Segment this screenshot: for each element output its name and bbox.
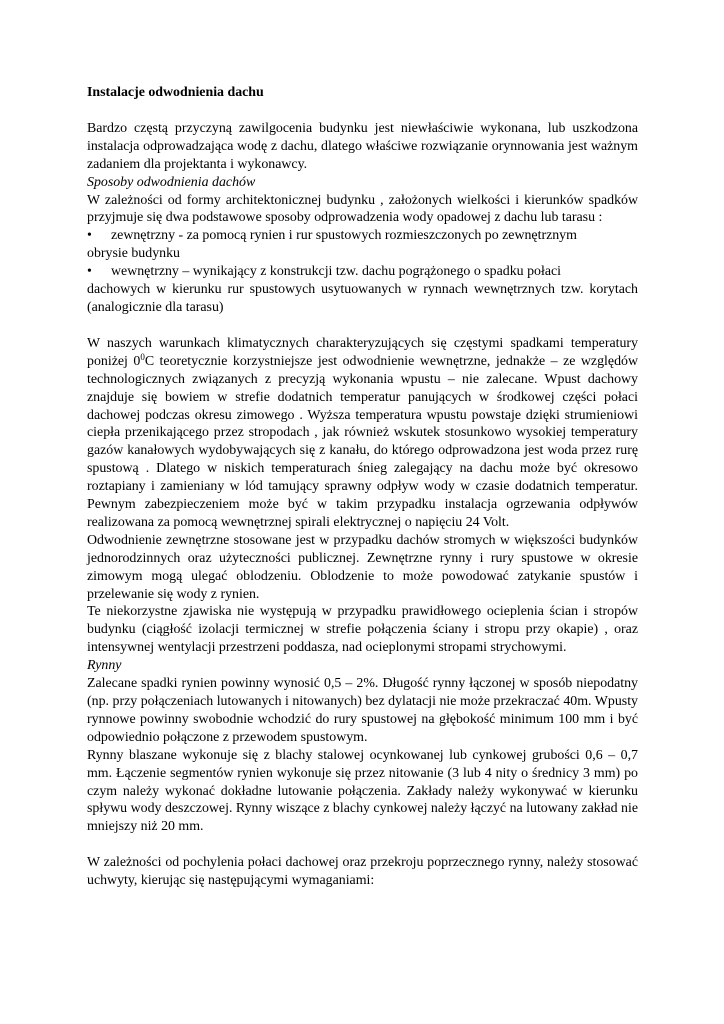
spadki-paragraph: Zalecane spadki rynien powinny wynosić 0,5 – 2%. Długość rynny łączonej w sposób niepodatny (np. przy połączeniach lutowanych i nitowanych) bez dylatacji nie może przekraczać 40m. Wpusty rynnowe powinny swobodnie wchodzić do rury spustowej na głębokość minimum 100 mm i być odpowiednio połączone z przewodem spustowym. (87, 676, 638, 745)
bullet-continuation: obrysie budynku (87, 246, 180, 262)
document-title: Instalacje odwodnienia dachu (87, 85, 264, 100)
document-body (87, 84, 638, 890)
klimat-text-a: W naszych warunkach klimatycznych charakteryzujących się częstymi spadkami temperatury poniżej 0 (87, 335, 638, 369)
klimat-paragraph (87, 335, 638, 532)
pochylenie-paragraph: W zależności od pochylenia połaci dachowej oraz przekroju poprzecznego rynny, należy stosować uchwyty, kierując się następującymi wymaganiami: (87, 855, 638, 889)
spacer (87, 836, 638, 854)
klimat-text-b: C teoretycznie korzystniejsze jest odwodnienie wewnętrzne, jednakże – ze względów technologicznych związanych z precyzją wykonania wpustu – nie zalecane. Wpust dachowy znajduje się bowiem w strefie dodatnich temperatur panujących w środkowej części połaci dachowej podczas okresu zimowego . Wyższa temperatura wpustu powstaje dzięki strumieniowi ciepła przenikającego przez stropodach , jak również wskutek stosunkowo wysokiej temperatury gazów kanałowych wydobywających się z kanału, do którego odprowadzona jest woda przez rurę spustową . Dlatego w niskich temperaturach śnieg zalegający na dachu może być okresowo roztapiany i zamieniany w lód tamujący sprawny odpływ wody w czasie dodatnich temperatur. Pewnym zabezpieczeniem może być w takim przypadku instalacja ogrzewania odpływów realizowana za pomocą wewnętrznej spirali elektrycznej o napięciu 24 Volt. (87, 353, 638, 530)
sposoby-paragraph: W zależności od formy architektonicznej budynku , założonych wielkości i kierunków spadków przyjmuje się dwa podstawowe sposoby odprowadzenia wody opadowej z dachu lub tarasu : (87, 192, 638, 226)
heading-rynny: Rynny (87, 658, 122, 674)
bullet-item-zewnetrzny (87, 227, 638, 245)
bullet-icon: • (87, 228, 92, 244)
blaszane-paragraph: Rynny blaszane wykonuje się z blachy stalowej ocynkowanej lub cynkowej grubości 0,6 – 0,7 mm. Łączenie segmentów rynien wykonuje się przez nitowanie (3 lub 4 nity o średnicy 3 mm) po czym należy wykonać dokładne lutowanie połączenia. Zakłady należy wykonywać w kierunku spływu wody deszczowej. Rynny wiszące z blachy cynkowej należy łączyć na lutowany zakład nie mniejszy niż 20 mm. (87, 747, 639, 835)
intro-paragraph: Bardzo częstą przyczyną zawilgocenia budynku jest niewłaściwie wykonana, lub uszkodzona instalacja odprowadzająca wodę z dachu, dlatego właściwe rozwiązanie orynnowania jest ważnym zadaniem dla projektanta i wykonawcy. (87, 120, 638, 172)
bullet-text: wewnętrzny – wynikający z konstrukcji tzw. dachu pogrążonego o spadku połaci (111, 264, 562, 280)
zewnetrzne-paragraph: Odwodnienie zewnętrzne stosowane jest w przypadku dachów stromych w większości budynków jednorodzinnych oraz użyteczności publicznej. Zewnętrzne rynny i rury spustowe w okresie zimowym mogą ulegać oblodzeniu. Oblodzenie to może powodować zatykanie spustów i przelewanie się wody z rynien. (87, 532, 638, 602)
heading-sposoby: Sposoby odwodnienia dachów (87, 174, 256, 190)
degree-superscript: 0 (140, 351, 145, 362)
spacer (87, 102, 638, 120)
bullet-continuation: dachowych w kierunku rur spustowych usytuowanych w rynnach wewnętrznych tzw. korytach (analogicznie dla tarasu) (87, 282, 638, 315)
bullet-text: zewnętrzny - za pomocą rynien i rur spustowych rozmieszczonych po zewnętrznym (111, 228, 577, 244)
spacer (87, 317, 638, 335)
niekorzystne-paragraph: Te niekorzystne zjawiska nie występują w przypadku prawidłowego ocieplenia ścian i stropów budynku (ciągłość izolacji termicznej w strefie połączenia ściany i stropu przy okapie) , oraz intensywnej wentylacji przestrzeni poddasza, nad ocieplonymi stropami strychowymi. (87, 604, 638, 656)
bullet-item-wewnetrzny (87, 263, 638, 281)
bullet-icon: • (87, 264, 92, 280)
